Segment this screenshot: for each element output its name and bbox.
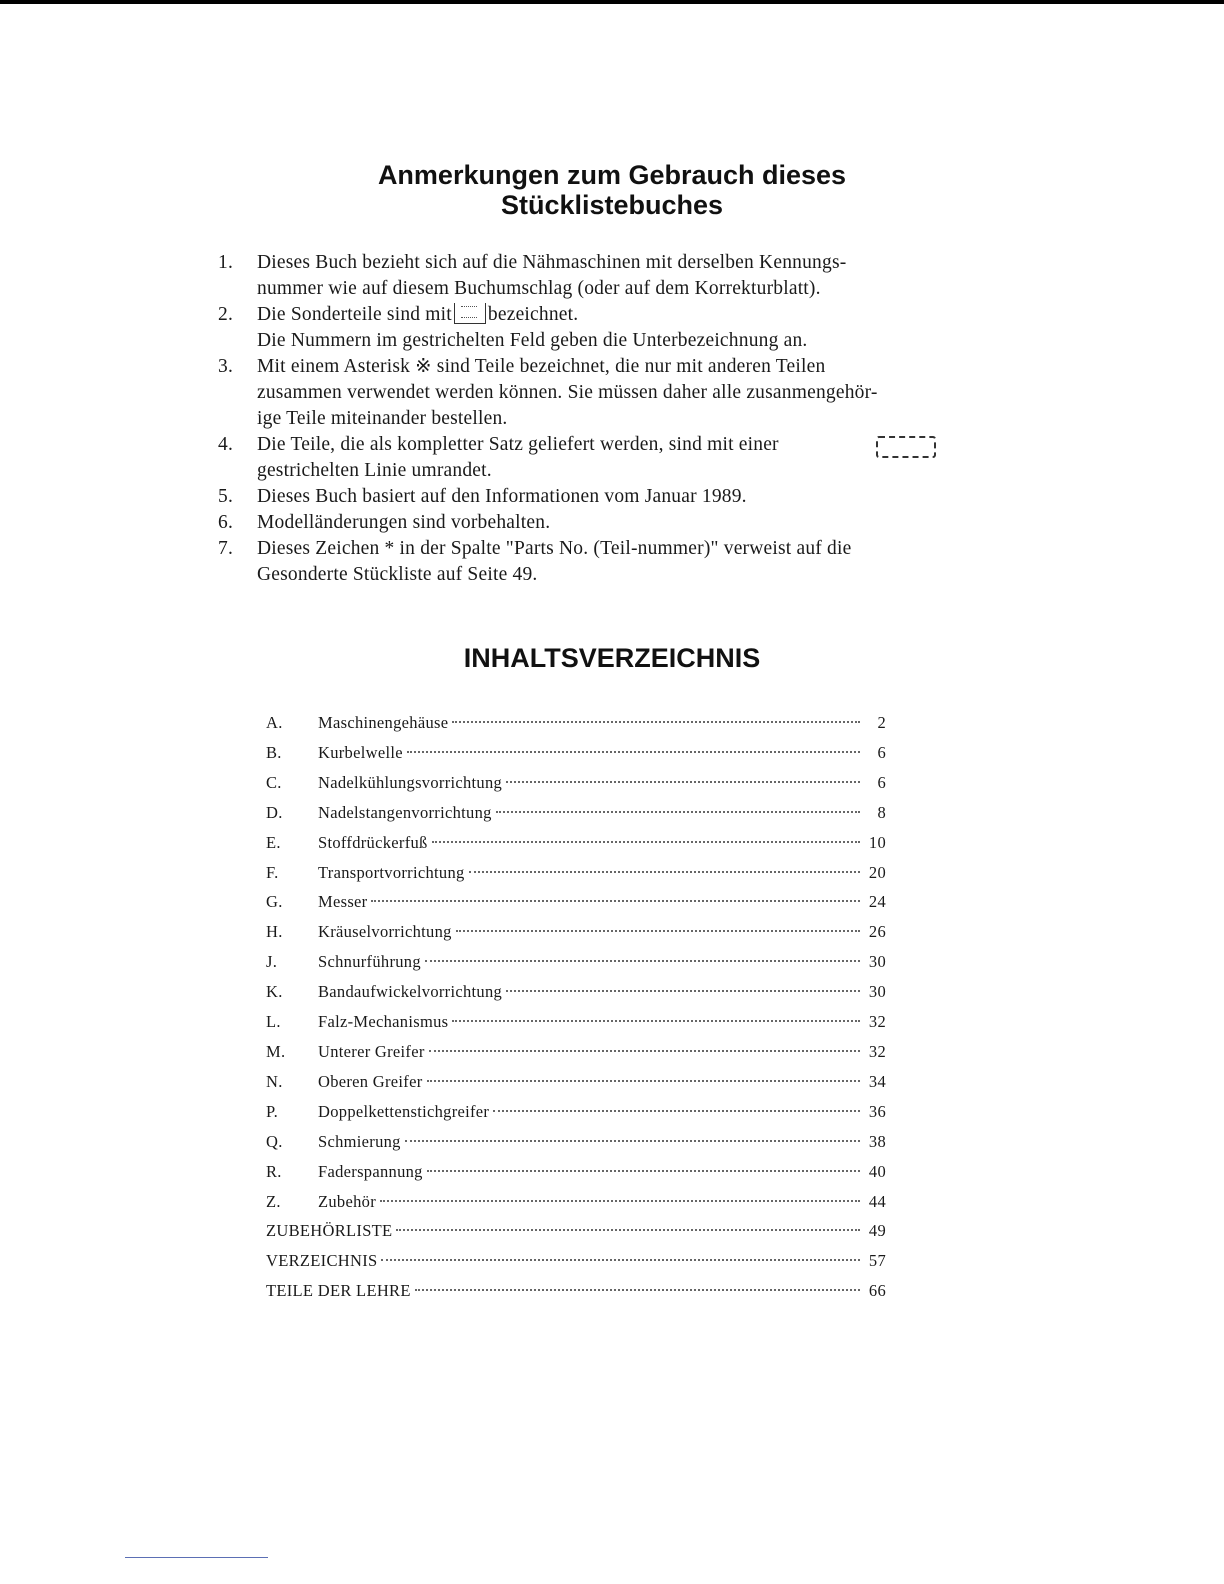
note-line: nummer wie auf diesem Buchumschlag (oder auf dem Korrekturblatt).: [257, 278, 821, 299]
toc-entry: [266, 768, 886, 798]
toc-entry: [266, 1246, 886, 1276]
toc-title: Maschinengehäuse: [318, 713, 449, 732]
note-item: [218, 484, 936, 510]
toc-title: Faderspannung: [318, 1161, 423, 1181]
toc-title: Zubehör: [318, 1191, 376, 1211]
toc-letter: N.: [266, 1071, 283, 1091]
toc-letter: M.: [266, 1041, 286, 1061]
toc-letter: H.: [266, 922, 283, 942]
toc-page-number: 44: [868, 1191, 886, 1211]
notes-heading-line1: Anmerkungen zum Gebrauch dieses: [377, 160, 847, 190]
toc-title: Schmierung: [318, 1131, 401, 1151]
toc-title: Stoffdrückerfuß: [318, 832, 428, 852]
toc-leader-dots: [396, 1229, 860, 1231]
toc-page-number: 32: [868, 1041, 886, 1061]
toc-title: Nadelstangenvorrichtung: [318, 802, 492, 822]
toc-letter: Q.: [266, 1131, 283, 1151]
toc-letter: C.: [266, 772, 282, 792]
note-line: Gesonderte Stückliste auf Seite 49.: [257, 564, 538, 585]
toc-page-number: 20: [868, 862, 886, 882]
note-line: Die Teile, die als kompletter Satz geliefert werden, sind mit einer: [257, 434, 779, 455]
toc-page-number: 66: [868, 1281, 886, 1301]
top-rule: [0, 0, 1224, 4]
toc-page-number: 30: [868, 952, 886, 972]
toc-title: Kurbelwelle: [318, 742, 403, 762]
toc-title: Oberen Greifer: [318, 1071, 423, 1091]
toc-title: Doppelkettenstichgreifer: [318, 1101, 490, 1121]
bottom-rule: [125, 1557, 268, 1558]
toc-leader-dots: [432, 841, 860, 843]
toc-page-number: 34: [868, 1071, 886, 1091]
toc-page-number: 6: [877, 742, 886, 762]
note-line: Dieses Buch bezieht sich auf die Nähmaschinen mit derselben Kennungs-: [257, 252, 847, 273]
note-item: [218, 302, 936, 354]
toc-title: Falz-Mechanismus: [318, 1012, 449, 1032]
toc-leader-dots: [407, 751, 860, 753]
toc-leader-dots: [496, 811, 860, 813]
dashed-outline-icon: [876, 436, 936, 458]
notes-list: [218, 250, 936, 588]
toc-page-number: 2: [877, 713, 886, 732]
note-number: 7.: [218, 538, 234, 559]
toc-letter: R.: [266, 1161, 282, 1181]
note-line: Modelländerungen sind vorbehalten.: [257, 512, 551, 533]
toc-letter: K.: [266, 982, 283, 1002]
note-line: zusammen verwendet werden können. Sie müssen daher alle zusanmengehör-: [257, 382, 878, 403]
toc-heading: INHALTSVERZEICHNIS: [463, 643, 761, 673]
special-part-box-icon: [454, 303, 486, 324]
toc-page-number: 32: [868, 1012, 886, 1032]
toc-page-number: 36: [868, 1101, 886, 1121]
toc-entry: [266, 977, 886, 1007]
toc-title: Transportvorrichtung: [318, 862, 465, 882]
toc-leader-dots: [506, 781, 860, 783]
toc-entry: [266, 887, 886, 917]
toc-title: Unterer Greifer: [318, 1041, 425, 1061]
toc-entry: [266, 1037, 886, 1067]
toc-leader-dots: [427, 1080, 860, 1082]
toc-page-number: 38: [868, 1131, 886, 1151]
note-text: bezeichnet.: [487, 304, 579, 325]
toc-letter: Z.: [266, 1191, 281, 1211]
note-line: Mit einem Asterisk ※ sind Teile bezeichnet, die nur mit anderen Teilen: [257, 356, 826, 377]
note-line: Dieses Buch basiert auf den Informationen vom Januar 1989.: [257, 486, 747, 507]
toc-entry: [266, 738, 886, 768]
toc-letter: G.: [266, 892, 283, 912]
notes-heading: [0, 160, 1224, 220]
toc-entry: [266, 708, 886, 738]
toc-leader-dots: [469, 871, 860, 873]
toc-entry: [266, 1007, 886, 1037]
toc-leader-dots: [456, 930, 860, 932]
note-item: [218, 354, 936, 432]
toc-entry: [266, 1097, 886, 1127]
toc-entry: [266, 1187, 886, 1217]
note-item: [218, 250, 936, 302]
toc-leader-dots: [380, 1200, 860, 1202]
note-number: 5.: [218, 486, 234, 507]
toc-letter: P.: [266, 1101, 279, 1121]
note-item: [218, 510, 936, 536]
toc-letter: A.: [266, 713, 283, 732]
toc-title: Messer: [318, 892, 368, 912]
note-line: ige Teile miteinander bestellen.: [257, 408, 508, 429]
toc-page-number: 10: [868, 832, 886, 852]
toc-leader-dots: [405, 1140, 860, 1142]
toc-letter: E.: [266, 832, 281, 852]
note-item: [218, 432, 936, 484]
toc-entry: [266, 1127, 886, 1157]
toc-title: VERZEICHNIS: [266, 1251, 378, 1271]
toc-leader-dots: [493, 1110, 860, 1112]
note-line: gestrichelten Linie umrandet.: [257, 460, 492, 481]
toc-entry: [266, 1157, 886, 1187]
toc-leader-dots: [506, 990, 860, 992]
toc-page-number: 24: [868, 892, 886, 912]
table-of-contents: [266, 708, 886, 1306]
toc-entry: [266, 798, 886, 828]
note-item: [218, 536, 936, 588]
note-number: 1.: [218, 252, 234, 273]
toc-title: Schnurführung: [318, 952, 421, 972]
toc-leader-dots: [371, 900, 860, 902]
toc-title: TEILE DER LEHRE: [266, 1281, 411, 1301]
toc-letter: B.: [266, 742, 282, 762]
toc-title: Bandaufwickelvorrichtung: [318, 982, 503, 1002]
toc-leader-dots: [452, 721, 860, 723]
note-line: Die Nummern im gestrichelten Feld geben die Unterbezeichnung an.: [257, 330, 808, 351]
toc-leader-dots: [427, 1170, 860, 1172]
toc-page-number: 57: [868, 1251, 886, 1271]
note-number: 4.: [218, 434, 234, 455]
toc-page-number: 6: [877, 772, 886, 792]
toc-page-number: 30: [868, 982, 886, 1002]
toc-page-number: 40: [868, 1161, 886, 1181]
toc-leader-dots: [381, 1259, 860, 1261]
toc-leader-dots: [429, 1050, 860, 1052]
toc-entry: [266, 1067, 886, 1097]
toc-leader-dots: [452, 1020, 860, 1022]
toc-entry: [266, 1216, 886, 1246]
toc-page-number: 26: [868, 922, 886, 942]
toc-title: Kräuselvorrichtung: [318, 922, 452, 942]
toc-entry: [266, 858, 886, 888]
toc-title: Nadelkühlungsvorrichtung: [318, 772, 503, 792]
note-number: 2.: [218, 304, 234, 325]
toc-letter: F.: [266, 862, 279, 882]
toc-leader-dots: [425, 960, 860, 962]
notes-heading-line2: Stücklistebuches: [500, 190, 724, 220]
toc-letter: L.: [266, 1012, 281, 1032]
toc-entry: [266, 828, 886, 858]
toc-entry: [266, 1276, 886, 1306]
toc-entry: [266, 947, 886, 977]
toc-page-number: 8: [877, 802, 886, 822]
toc-page-number: 49: [868, 1221, 886, 1241]
note-number: 3.: [218, 356, 234, 377]
note-text: Die Sonderteile sind mit: [257, 304, 452, 325]
note-number: 6.: [218, 512, 234, 533]
note-line: Dieses Zeichen * in der Spalte "Parts No. (Teil-nummer)" verweist auf die: [257, 538, 852, 559]
toc-letter: J.: [266, 952, 278, 972]
toc-leader-dots: [415, 1289, 860, 1291]
toc-letter: D.: [266, 802, 283, 822]
toc-title: ZUBEHÖRLISTE: [266, 1221, 393, 1241]
toc-entry: [266, 917, 886, 947]
